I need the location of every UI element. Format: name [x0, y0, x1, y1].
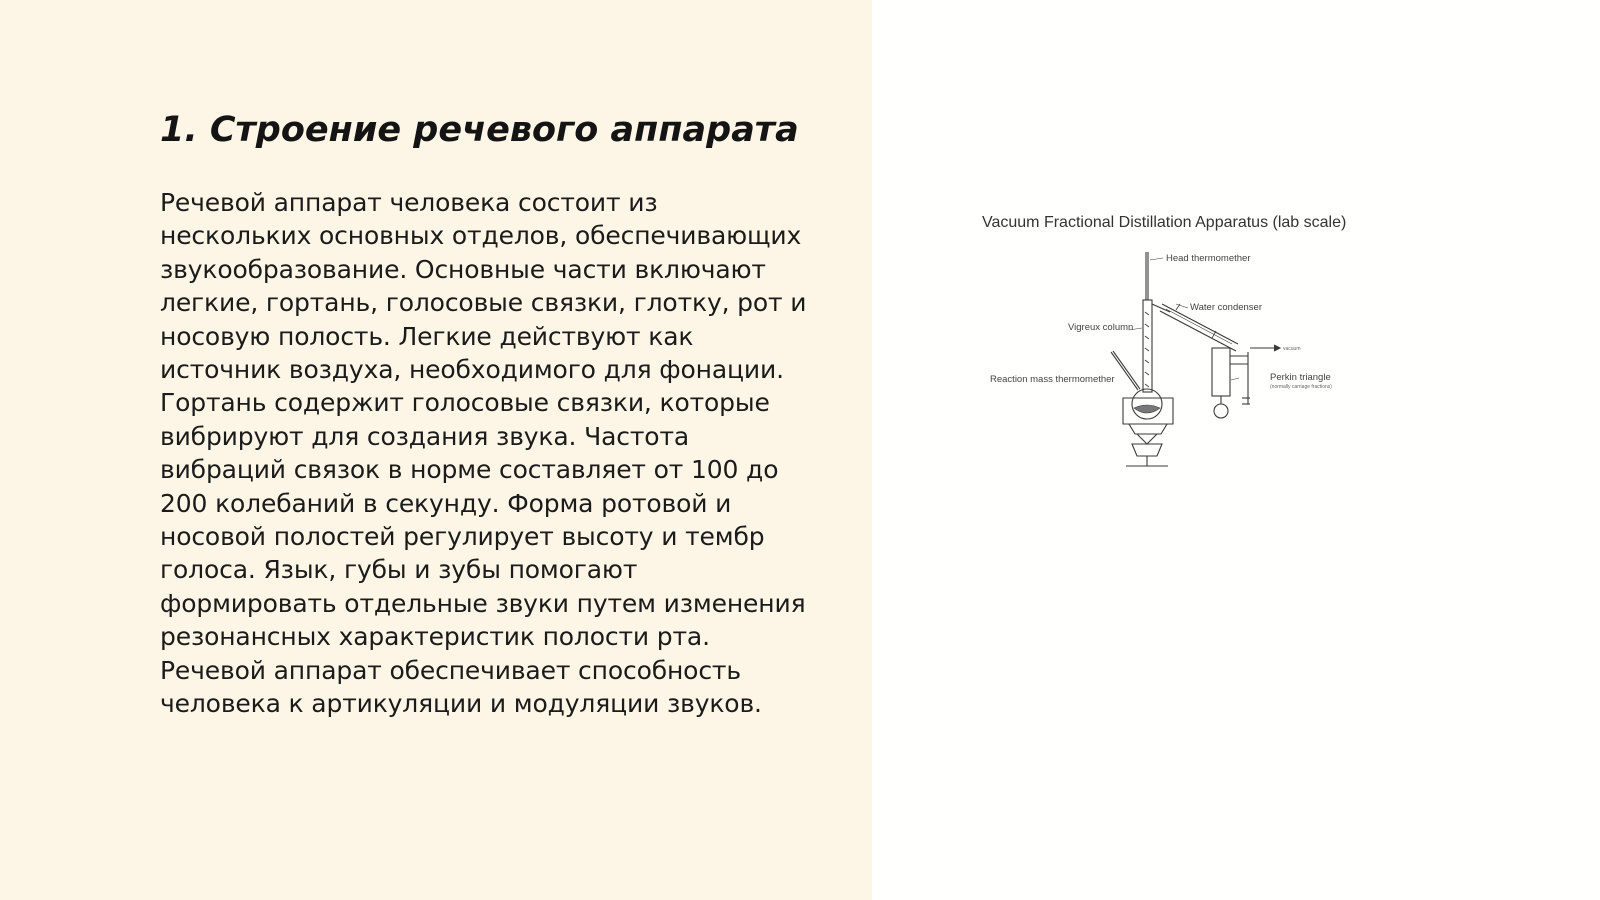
slide-title: 1. Строение речевого аппарата: [160, 110, 799, 150]
distillation-diagram: [980, 208, 1420, 480]
distillation-apparatus-figure: [980, 208, 1420, 480]
label-vigreux-column: Vigreux column: [1068, 322, 1134, 333]
apparatus-drawing: [1111, 252, 1280, 466]
slide-body-text: Речевой аппарат человека состоит из нескольких основных отделов, обеспечивающих звукообразование. Основные части включают легкие, гортань, голосовые связки, глотку, рот и носовую полость. Легкие действуют как источник воздуха, необходимого для фонации. Гортань содержит голосовые связки, которые вибрируют для создания звука. Частота вибраций связок в норме составляет от 100 до 200 колебаний в секунду. Форма ротовой и носовой полостей регулирует высоту и тембр голоса. Язык, губы и зубы помогают формировать отдельные звуки путем изменения резонансных характеристик полости рта. Речевой аппарат обеспечивает способность человека к артикуляции и модуляции звуков.: [160, 188, 807, 719]
figure-title: Vacuum Fractional Distillation Apparatus (lab scale): [982, 214, 1347, 231]
label-water-condenser: Water condenser: [1190, 302, 1262, 313]
label-perkin-triangle-note: (normally carriage fractions): [1270, 384, 1332, 390]
label-vacuum: vacuum: [1283, 346, 1301, 352]
label-head-thermometer: Head thermomether: [1166, 253, 1251, 264]
label-reaction-mass-thermometer: Reaction mass thermomether: [990, 374, 1115, 385]
label-perkin-triangle: Perkin triangle: [1270, 372, 1331, 383]
